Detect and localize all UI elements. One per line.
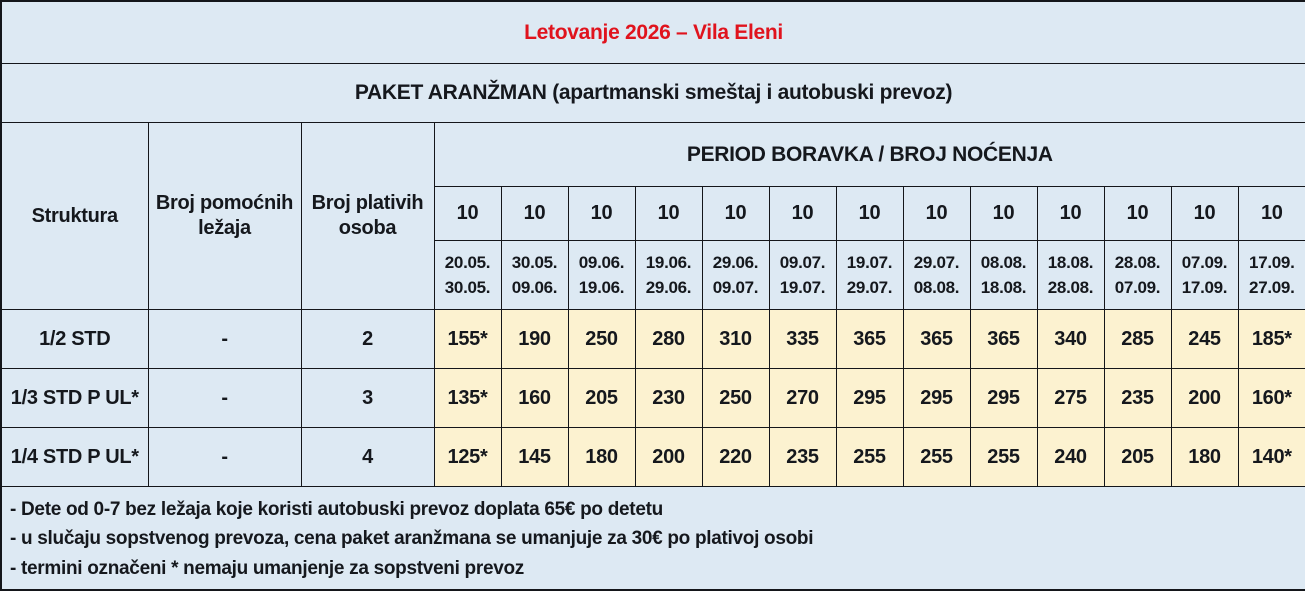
price-cell: 160 — [501, 369, 568, 428]
extra-beds-cell: - — [148, 428, 301, 487]
price-cell: 335 — [769, 310, 836, 369]
date-range-cell: 29.07. 08.08. — [903, 241, 970, 310]
nights-cell: 10 — [568, 187, 635, 241]
footnote-own-transport-discount: - u slučaju sopstvenog prevoza, cena paket aranžmana se umanjuje za 30€ po plativoj osobi — [10, 528, 814, 550]
price-cell: 295 — [836, 369, 903, 428]
paying-persons-cell: 2 — [301, 310, 434, 369]
date-range-cell: 19.07. 29.07. — [836, 241, 903, 310]
room-type-cell: 1/4 STD P UL* — [1, 428, 148, 487]
price-cell: 205 — [568, 369, 635, 428]
price-cell: 135* — [434, 369, 501, 428]
price-cell: 145 — [501, 428, 568, 487]
date-range-cell: 19.06. 29.06. — [635, 241, 702, 310]
price-cell: 200 — [1171, 369, 1238, 428]
price-cell: 180 — [568, 428, 635, 487]
price-cell: 230 — [635, 369, 702, 428]
date-range-cell: 17.09. 27.09. — [1238, 241, 1305, 310]
column-header-plativih-osoba: Broj plativih osoba — [301, 123, 434, 310]
nights-cell: 10 — [702, 187, 769, 241]
extra-beds-cell: - — [148, 310, 301, 369]
date-range-cell: 30.05. 09.06. — [501, 241, 568, 310]
subtitle-text: PAKET ARANŽMAN (apartmanski smeštaj i autobuski prevoz) — [354, 81, 953, 104]
price-cell: 255 — [836, 428, 903, 487]
room-type-cell: 1/3 STD P UL* — [1, 369, 148, 428]
nights-cell: 10 — [836, 187, 903, 241]
price-cell: 240 — [1037, 428, 1104, 487]
price-cell: 250 — [702, 369, 769, 428]
nights-cell: 10 — [1171, 187, 1238, 241]
price-cell: 255 — [903, 428, 970, 487]
column-header-pomocni-lezaja: Broj pomoćnih ležaja — [148, 123, 301, 310]
price-cell: 235 — [769, 428, 836, 487]
price-cell: 365 — [903, 310, 970, 369]
footnotes-section — [1, 487, 1305, 591]
price-cell: 250 — [568, 310, 635, 369]
nights-cell: 10 — [434, 187, 501, 241]
title-text: Letovanje 2026 – Vila Eleni — [524, 20, 783, 44]
price-cell: 275 — [1037, 369, 1104, 428]
price-cell: 125* — [434, 428, 501, 487]
price-cell: 155* — [434, 310, 501, 369]
price-cell: 295 — [970, 369, 1037, 428]
room-type-cell: 1/2 STD — [1, 310, 148, 369]
price-cell: 245 — [1171, 310, 1238, 369]
footnote-child-supplement: - Dete od 0-7 bez ležaja koje koristi autobuski prevoz doplata 65€ po detetu — [10, 499, 663, 520]
nights-cell: 10 — [1238, 187, 1305, 241]
nights-cell: 10 — [970, 187, 1037, 241]
price-cell: 285 — [1104, 310, 1171, 369]
date-range-cell: 29.06. 09.07. — [702, 241, 769, 310]
nights-cell: 10 — [635, 187, 702, 241]
nights-cell: 10 — [769, 187, 836, 241]
price-cell: 205 — [1104, 428, 1171, 487]
price-cell: 310 — [702, 310, 769, 369]
price-cell: 160* — [1238, 369, 1305, 428]
date-range-cell: 07.09. 17.09. — [1171, 241, 1238, 310]
extra-beds-cell: - — [148, 369, 301, 428]
date-range-cell: 28.08. 07.09. — [1104, 241, 1171, 310]
paying-persons-cell: 4 — [301, 428, 434, 487]
date-range-cell: 09.07. 19.07. — [769, 241, 836, 310]
date-range-cell: 20.05. 30.05. — [434, 241, 501, 310]
price-cell: 270 — [769, 369, 836, 428]
price-cell: 255 — [970, 428, 1037, 487]
price-cell: 200 — [635, 428, 702, 487]
date-range-cell: 09.06. 19.06. — [568, 241, 635, 310]
price-cell: 140* — [1238, 428, 1305, 487]
nights-cell: 10 — [1037, 187, 1104, 241]
sheet-title — [1, 1, 1305, 64]
paying-persons-cell: 3 — [301, 369, 434, 428]
price-cell: 185* — [1238, 310, 1305, 369]
price-cell: 295 — [903, 369, 970, 428]
nights-cell: 10 — [903, 187, 970, 241]
price-cell: 190 — [501, 310, 568, 369]
period-boravka-header: PERIOD BORAVKA / BROJ NOĆENJA — [434, 123, 1305, 187]
nights-cell: 10 — [1104, 187, 1171, 241]
sheet-subtitle — [1, 64, 1305, 123]
price-cell: 220 — [702, 428, 769, 487]
nights-cell: 10 — [501, 187, 568, 241]
date-range-cell: 18.08. 28.08. — [1037, 241, 1104, 310]
date-range-cell: 08.08. 18.08. — [970, 241, 1037, 310]
footnote-asterisk-terms: - termini označeni * nemaju umanjenje za sopstveni prevoz — [10, 557, 524, 579]
column-header-struktura: Struktura — [1, 123, 148, 310]
price-cell: 280 — [635, 310, 702, 369]
price-cell: 235 — [1104, 369, 1171, 428]
price-cell: 365 — [836, 310, 903, 369]
price-cell: 340 — [1037, 310, 1104, 369]
price-cell: 180 — [1171, 428, 1238, 487]
price-cell: 365 — [970, 310, 1037, 369]
